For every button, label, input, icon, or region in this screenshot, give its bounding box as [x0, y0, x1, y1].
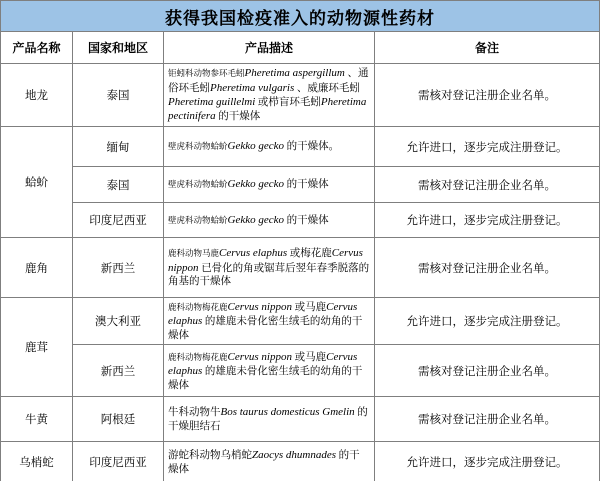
product-cell: 地龙: [1, 64, 73, 127]
table-row: [1, 298, 600, 345]
desc-segment: Gekko gecko: [227, 140, 285, 153]
desc-segment: 的干燥体: [168, 450, 360, 475]
description-cell: [164, 442, 375, 481]
country-cell: 新西兰: [73, 345, 164, 397]
note-cell: 允许进口，逐步完成注册登记。: [375, 127, 600, 167]
note-cell: 需核对登记注册企业名单。: [375, 345, 600, 397]
header-product-description: 产品描述: [164, 32, 375, 64]
note-cell: 需核对登记注册企业名单。: [375, 397, 600, 442]
desc-segment: Cervus elaphus: [219, 247, 288, 260]
header-remarks: 备注: [375, 32, 600, 64]
desc-segment: 的干燥胆结石: [168, 407, 368, 432]
desc-segment: 的雄鹿未骨化密生绒毛的幼角的干燥体: [168, 316, 363, 341]
country-cell: 缅甸: [73, 127, 164, 167]
product-cell: 鹿茸: [1, 298, 73, 397]
note-cell: 允许进口，逐步完成注册登记。: [375, 203, 600, 238]
desc-segment: 已骨化的角或锯茸后翌年春季脱落的角基的干燥体: [168, 262, 370, 288]
desc-segment: 壁虎科动物蛤蚧: [168, 214, 228, 225]
desc-segment: 的干燥体: [284, 179, 329, 191]
table-row: [1, 345, 600, 397]
desc-segment: Bos taurus domesticus Gmelin: [220, 406, 355, 419]
desc-segment: Cervus nippon: [227, 350, 292, 363]
description-cell: [164, 345, 375, 397]
country-cell: 印度尼西亚: [73, 203, 164, 238]
desc-segment: 鹿科动物梅花鹿: [168, 302, 228, 312]
desc-segment: 鹿科动物马鹿: [168, 248, 220, 259]
description-cell: [164, 298, 375, 345]
description-cell: [164, 167, 375, 203]
desc-segment: 或栉盲环毛蚓: [255, 97, 321, 108]
desc-segment: Pheretima guillelmi: [168, 96, 256, 108]
desc-segment: 钜蚓科动物参环毛蚓: [168, 68, 245, 79]
page-title: 获得我国检疫准入的动物源性药材: [1, 1, 600, 32]
desc-segment: 的干燥体: [215, 111, 261, 123]
header-country-region: 国家和地区: [73, 32, 164, 64]
desc-segment: 、通俗环毛蚓: [168, 68, 369, 94]
desc-segment: 鹿科动物梅花鹿: [168, 351, 228, 362]
country-cell: 泰国: [73, 64, 164, 127]
table-row: [1, 64, 600, 127]
desc-segment: Pheretima aspergillum: [244, 67, 345, 80]
desc-segment: Gekko gecko: [227, 213, 285, 226]
desc-segment: 的雄鹿未骨化密生绒毛的幼角的干燥体: [168, 366, 363, 391]
desc-segment: Cervus nippon: [168, 247, 363, 274]
note-cell: 需核对登记注册企业名单。: [375, 64, 600, 127]
table-row: [1, 442, 600, 481]
desc-segment: Cervus elaphus: [168, 350, 358, 378]
description-cell: [164, 203, 375, 238]
desc-segment: 的干燥体: [284, 214, 329, 226]
country-cell: 新西兰: [73, 238, 164, 298]
note-cell: 允许进口，逐步完成注册登记。: [375, 442, 600, 481]
desc-segment: Cervus elaphus: [168, 301, 358, 328]
country-cell: 阿根廷: [73, 397, 164, 442]
desc-segment: 牛科动物牛: [168, 407, 221, 419]
table-row: [1, 238, 600, 298]
desc-segment: Zaocys dhumnades: [252, 449, 337, 462]
note-cell: 允许进口，逐步完成注册登记。: [375, 298, 600, 345]
desc-segment: Pheretima pectinifera: [168, 96, 367, 123]
product-cell: 乌梢蛇: [1, 442, 73, 481]
title-row: [1, 1, 600, 32]
desc-segment: 或马鹿: [292, 302, 327, 313]
table-row: [1, 203, 600, 238]
note-cell: 需核对登记注册企业名单。: [375, 167, 600, 203]
table-row: [1, 397, 600, 442]
desc-segment: 壁虎科动物蛤蚧: [168, 141, 228, 152]
table-row: [1, 127, 600, 167]
description-cell: [164, 238, 375, 298]
desc-segment: 或梅花鹿: [287, 248, 332, 260]
table-row: [1, 167, 600, 203]
country-cell: 澳大利亚: [73, 298, 164, 345]
description-cell: [164, 127, 375, 167]
description-cell: [164, 397, 375, 442]
desc-segment: 的干燥体。: [284, 141, 340, 153]
description-cell: [164, 64, 375, 127]
header-row: [1, 32, 600, 64]
desc-segment: Gekko gecko: [227, 178, 285, 191]
desc-segment: 游蛇科动物乌梢蛇: [168, 450, 252, 462]
desc-segment: Cervus nippon: [227, 301, 292, 313]
desc-segment: Pheretima vulgaris: [210, 81, 295, 94]
product-cell: 鹿角: [1, 238, 73, 298]
desc-segment: 壁虎科动物蛤蚧: [168, 179, 228, 190]
product-cell: 蛤蚧: [1, 127, 73, 238]
country-cell: 印度尼西亚: [73, 442, 164, 481]
desc-segment: 或马鹿: [292, 351, 327, 363]
country-cell: 泰国: [73, 167, 164, 203]
desc-segment: 、威廉环毛蚓: [294, 82, 360, 94]
note-cell: 需核对登记注册企业名单。: [375, 238, 600, 298]
product-cell: 牛黄: [1, 397, 73, 442]
header-product-name: 产品名称: [1, 32, 73, 64]
